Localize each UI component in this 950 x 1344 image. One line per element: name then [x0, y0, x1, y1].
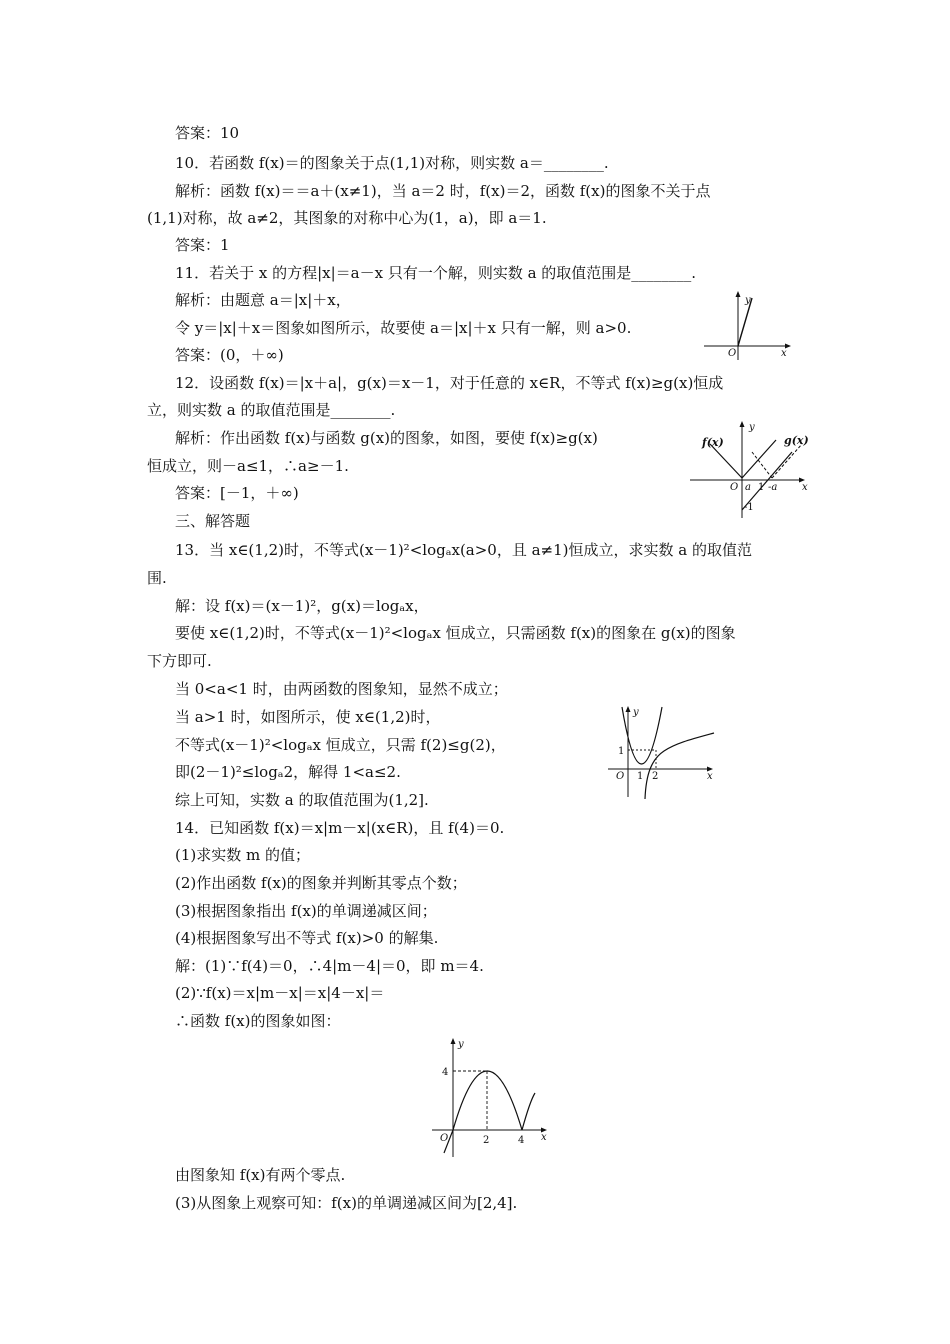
y-axis-label: y: [749, 422, 755, 433]
text-line: (3)根据图象指出 f(x)的单调递减区间；: [175, 902, 437, 920]
a-label: a: [745, 482, 751, 493]
y-axis-label: y: [633, 707, 639, 718]
neg-one-label: -1: [744, 502, 754, 513]
text-line: 下方即可.: [147, 652, 212, 670]
x-tick-1: 1: [637, 771, 644, 782]
text-line: 13．当 x∈(1,2)时，不等式(x－1)²<logₐx(a>0，且 a≠1)恒成立，求实数 a 的取值范: [175, 541, 753, 559]
origin-label: O: [730, 482, 739, 493]
y-axis-arrow: [451, 1038, 456, 1044]
text-line: 恒成立，则－a≤1，∴a≥－1.: [147, 457, 349, 475]
text-line: 解析：作出函数 f(x)与函数 g(x)的图象，如图，要使 f(x)≥g(x): [175, 429, 598, 447]
text-line: 要使 x∈(1,2)时，不等式(x－1)²<logₐx 恒成立，只需函数 f(x)的图象在 g(x)的图象: [175, 624, 736, 642]
figure-y-abs-x-plus-x: [700, 288, 796, 368]
text-line: 14．已知函数 f(x)＝x|m－x|(x∈R)，且 f(4)＝0.: [175, 819, 505, 837]
x-tick-2: 2: [483, 1135, 490, 1146]
origin-label: O: [440, 1133, 449, 1144]
text-line: (2)∵f(x)＝x|m－x|＝x|4－x|＝: [175, 984, 385, 1002]
fx-label: f(x): [702, 436, 724, 449]
text-line: 答案：1: [175, 236, 230, 254]
text-line: 不等式(x－1)²<logₐx 恒成立，只需 f(2)≤g(2)，: [175, 736, 506, 754]
x-tick-4: 4: [518, 1135, 525, 1146]
y-axis-arrow: [740, 421, 745, 427]
one-label: 1: [758, 482, 765, 493]
figure-fx-gx: [688, 418, 812, 522]
text-line: (1)求实数 m 的值；: [175, 846, 311, 864]
gx-label: g(x): [784, 434, 809, 447]
x-tick-2: 2: [652, 771, 659, 782]
figure-parabola-log: [604, 703, 720, 799]
text-line: (4)根据图象写出不等式 f(x)>0 的解集.: [175, 929, 439, 947]
curve-right-branch: [522, 1093, 535, 1130]
text-line: 令 y＝|x|＋x＝图象如图所示，故要使 a＝|x|＋x 只有一解，则 a>0.: [175, 319, 632, 337]
text-line: 当 a>1 时，如图所示，使 x∈(1,2)时，: [175, 708, 441, 726]
text-line: 解：设 f(x)＝(x－1)²，g(x)＝logₐx，: [175, 597, 429, 615]
text-line: 解析：由题意 a＝|x|＋x，: [175, 291, 351, 309]
text-line: 10．若函数 f(x)＝的图象关于点(1,1)对称，则实数 a＝________.: [175, 154, 609, 172]
y-tick-1: 1: [618, 746, 625, 757]
section-heading: 三、解答题: [175, 512, 251, 530]
text-line: 即(2－1)²≤logₐ2，解得 1<a≤2.: [175, 763, 401, 781]
curve-hump: [453, 1071, 522, 1130]
text-line: 当 0<a<1 时，由两函数的图象知，显然不成立；: [175, 680, 508, 698]
y-tick-4: 4: [442, 1067, 449, 1078]
x-axis-label: x: [707, 771, 713, 782]
text-line: (1,1)对称，故 a≠2，其图象的对称中心为(1，a)，即 a＝1.: [147, 209, 547, 227]
x-axis-label: x: [781, 348, 787, 359]
y-axis-arrow: [736, 291, 741, 297]
fx-shifted-dashed-right: [772, 444, 802, 478]
origin-label: O: [616, 771, 625, 782]
text-line: 围.: [147, 569, 167, 587]
y-axis-label: y: [745, 295, 751, 306]
fx-left-branch: [710, 444, 742, 478]
text-line: 答案：(0，＋∞): [175, 346, 284, 364]
y-axis-label: y: [458, 1039, 464, 1050]
text-line: (2)作出函数 f(x)的图象并判断其零点个数；: [175, 874, 467, 892]
text-line: 答案：10: [175, 124, 240, 142]
figure-f-x-abs-4-minus-x: [428, 1035, 558, 1161]
origin-label: O: [728, 348, 737, 359]
neg-a-label: -a: [768, 482, 778, 493]
text-line: 立，则实数 a 的取值范围是________.: [147, 401, 396, 419]
text-line: 综上可知，实数 a 的取值范围为(1,2].: [175, 791, 429, 809]
text-line: 答案：[－1，＋∞): [175, 484, 299, 502]
text-line: 解：(1)∵f(4)＝0，∴4|m－4|＝0，即 m＝4.: [175, 957, 484, 975]
text-line: ∴函数 f(x)的图象如图：: [175, 1012, 341, 1030]
text-line: 11．若关于 x 的方程|x|＝a－x 只有一个解，则实数 a 的取值范围是________.: [175, 264, 697, 282]
log-curve: [645, 733, 714, 799]
text-line: 解析：函数 f(x)＝＝a＋(x≠1)，当 a＝2 时，f(x)＝2，函数 f(x)的图象不关于点: [175, 182, 711, 200]
x-axis-label: x: [802, 482, 808, 493]
text-line: 12．设函数 f(x)＝|x＋a|，g(x)＝x－1，对于任意的 x∈R，不等式 f(x)≥g(x)恒成: [175, 374, 724, 392]
text-line: (3)从图象上观察可知：f(x)的单调递减区间为[2,4].: [175, 1194, 518, 1212]
x-axis-label: x: [541, 1132, 547, 1143]
text-line: 由图象知 f(x)有两个零点.: [175, 1166, 346, 1184]
fx-right-branch: [742, 440, 776, 478]
y-axis-arrow: [626, 706, 631, 712]
